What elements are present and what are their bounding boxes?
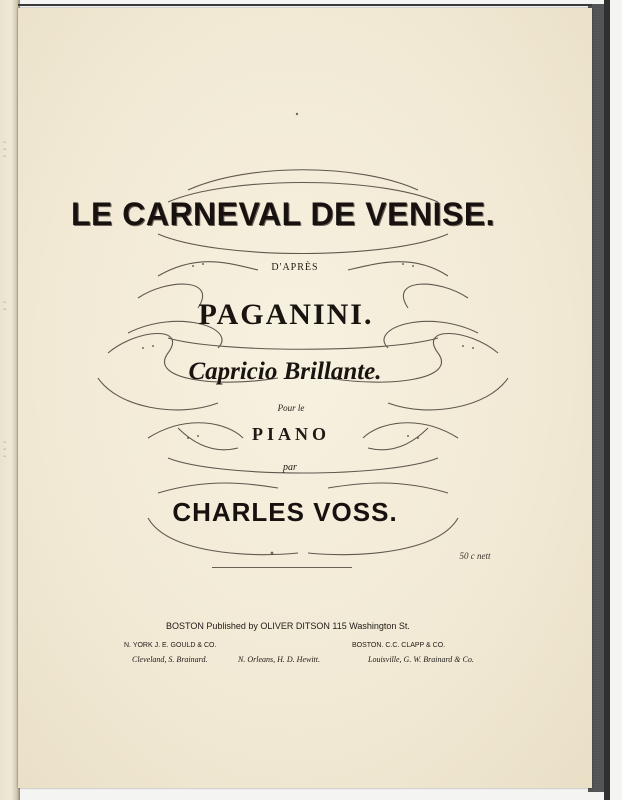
source-composer: PAGANINI. [198, 298, 374, 331]
spine-bleed-text: ≡ ≡ [3, 300, 7, 313]
piece-title: LE CARNEVAL DE VENISE. [70, 196, 496, 232]
publisher-boston: BOSTON. C.C. CLAPP & CO. [352, 642, 446, 649]
publisher-line: BOSTON Published by OLIVER DITSON 115 Washington St. [166, 621, 410, 631]
work-subtitle: Capricio Brillante. [188, 358, 382, 385]
composer-name: CHARLES VOSS. [172, 497, 398, 527]
by-label: par [283, 462, 297, 473]
spine-bleed-text: ≡ ≡ ≡ [3, 440, 7, 460]
divider-rule [212, 567, 352, 568]
book-spine [0, 0, 20, 800]
for-label: Pour le [277, 403, 305, 413]
after-label: D'APRÈS [271, 262, 319, 273]
price-label: 50 c nett [459, 551, 491, 561]
spine-bleed-text: ≡ ≡ ≡ [3, 140, 7, 160]
page-top-border [18, 4, 592, 6]
agent-cleveland: Cleveland, S. Brainard. [132, 655, 208, 664]
agent-new-orleans: N. Orleans, H. D. Hewitt. [238, 655, 320, 664]
publisher-new-york: N. YORK J. E. GOULD & CO. [124, 642, 217, 649]
instrument-label: PIANO [252, 424, 330, 444]
ornamental-flourishes [18, 8, 592, 788]
book-cover-edge [604, 0, 610, 800]
agent-louisville: Louisville, G. W. Brainard & Co. [368, 655, 474, 664]
